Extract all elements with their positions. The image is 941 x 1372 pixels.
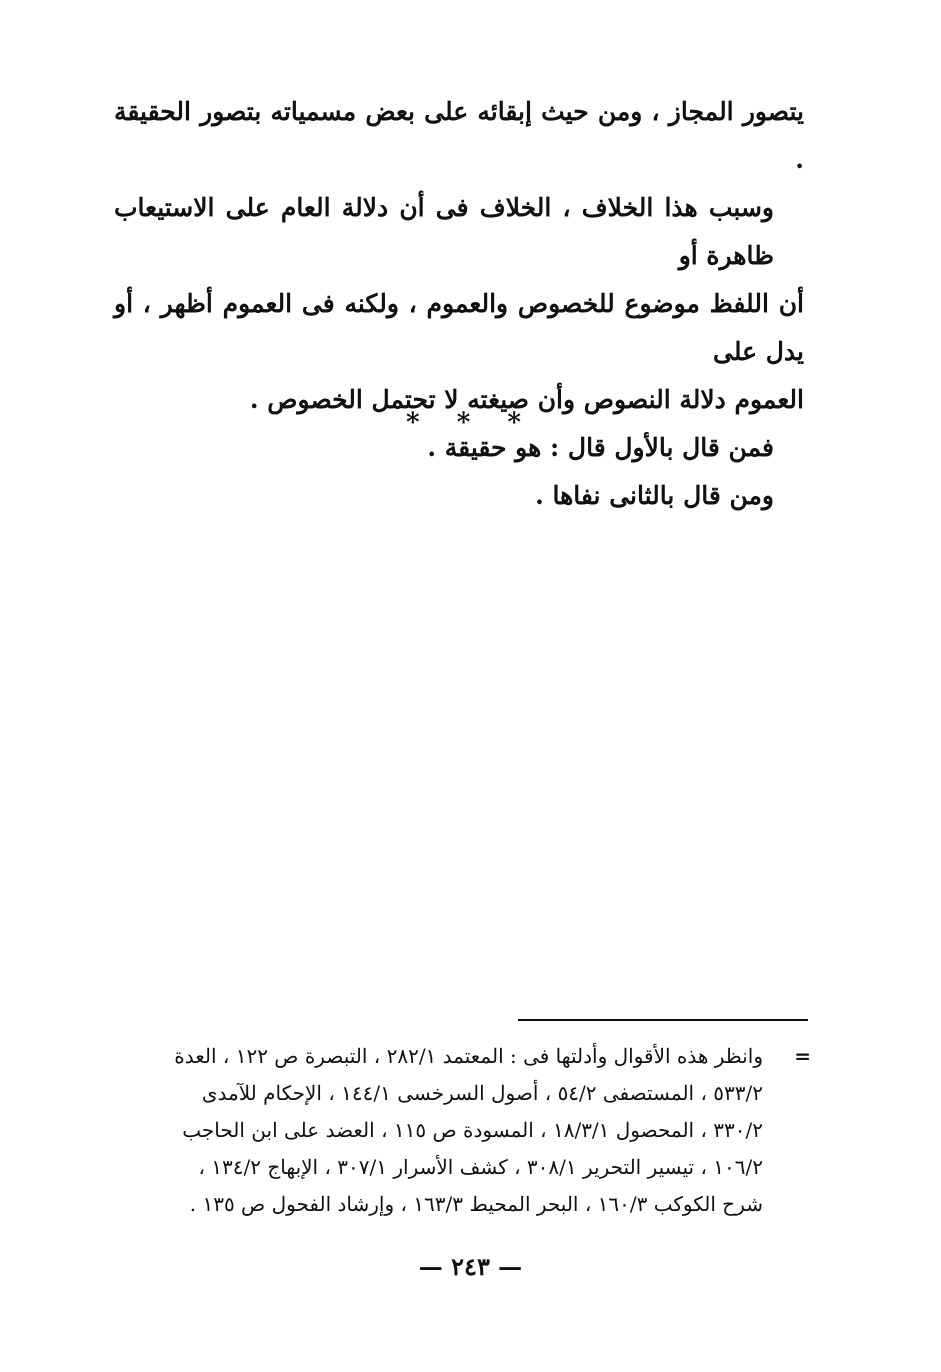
text-line-6: ومن قال بالثانى نفاها .	[535, 481, 774, 510]
section-separator: * * *	[406, 408, 535, 438]
text-line-3: أن اللفظ موضوع للخصوص والعموم ، ولكنه فى العموم أظهر ، أو يدل على	[114, 289, 804, 366]
footnote-line-5: شرح الكوكب ١٦٠/٣ ، البحر المحيط ١٦٣/٣ ، وإرشاد الفحول ص ١٣٥ .	[189, 1192, 763, 1216]
footnote-body	[121, 1038, 763, 1223]
text-line-2: وسبب هذا الخلاف ، الخلاف فى أن دلالة العام على الاستيعاب ظاهرة أو	[114, 193, 774, 270]
footnote-line-1: وانظر هذه الأقوال وأدلتها فى : المعتمد ٢٨٢/١ ، التبصرة ص ١٢٢ ، العدة	[174, 1044, 763, 1068]
text-line-1: يتصور المجاز ، ومن حيث إبقائه على بعض مسمياته بتصور الحقيقة .	[114, 97, 804, 174]
footnote-divider	[518, 1019, 808, 1021]
text-line-4: العموم دلالة النصوص وأن صيغته لا تحتمل الخصوص .	[249, 385, 804, 414]
page-number: — ٢٤٣ —	[418, 1252, 523, 1281]
footnote-line-2: ٥٣٣/٢ ، المستصفى ٥٤/٢ ، أصول السرخسى ١٤٤/١ ، الإحكام للآمدى	[201, 1081, 763, 1105]
main-text	[114, 88, 804, 520]
footnote-line-4: ١٠٦/٢ ، تيسير التحرير ٣٠٨/١ ، كشف الأسرار ٣٠٧/١ ، الإبهاج ١٣٤/٢ ،	[198, 1155, 763, 1179]
footnote	[121, 1038, 811, 1223]
text-line-5: فمن قال بالأول قال : هو حقيقة .	[427, 433, 774, 462]
footnote-marker: =	[794, 1044, 811, 1068]
footnote-line-3: ٣٣٠/٢ ، المحصول ١٨/٣/١ ، المسودة ص ١١٥ ، العضد على ابن الحاجب	[182, 1118, 763, 1142]
